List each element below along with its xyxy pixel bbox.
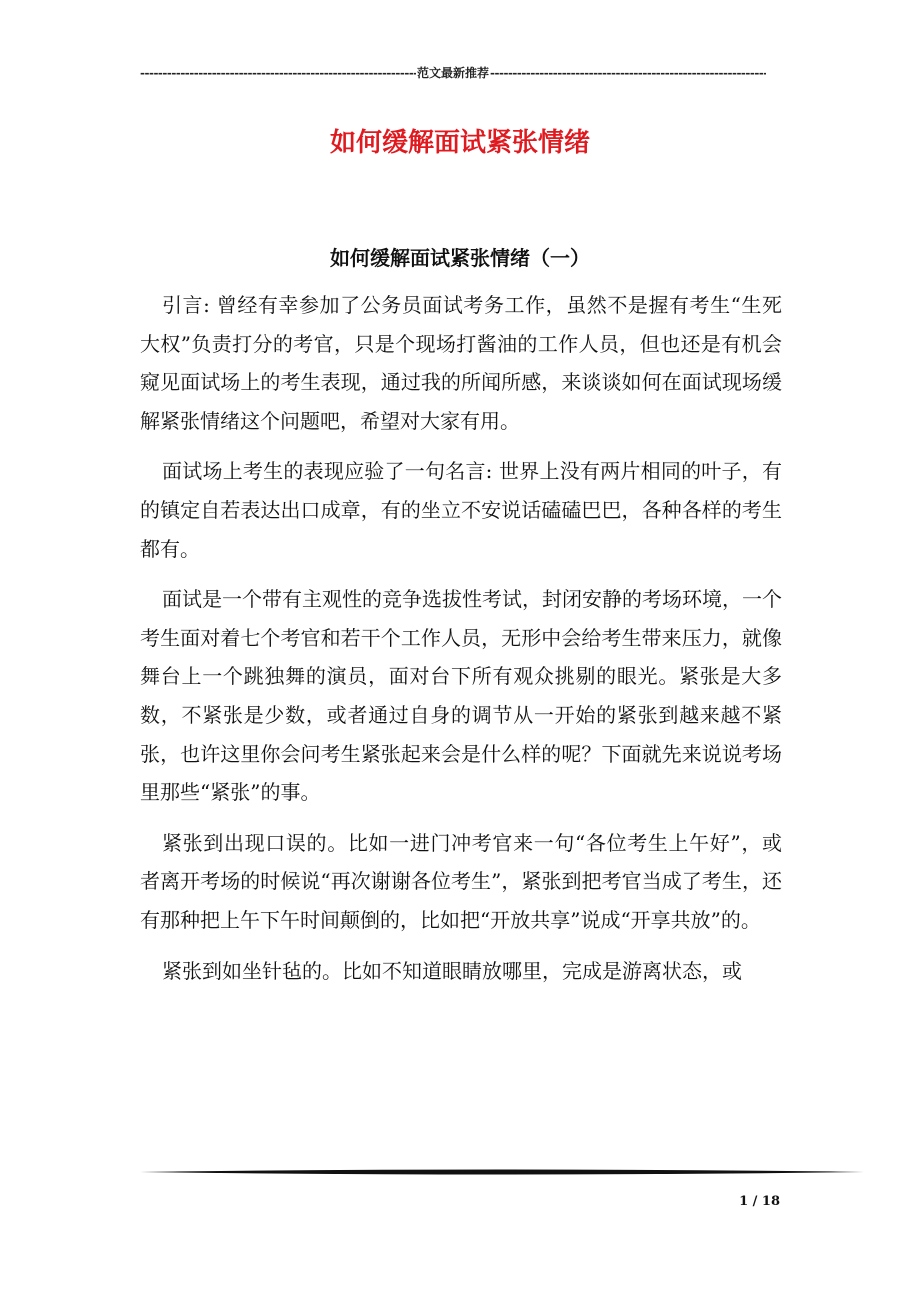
header-dash-left — [140, 66, 416, 80]
document-subtitle: 如何缓解面试紧张情绪（一） — [330, 246, 590, 270]
paragraph-4: 紧张到出现口误的。比如一进门冲考官来一句“各位考生上午好”，或者离开考场的时候说“再次谢谢各位考生”，紧张到把考官当成了考生，还有那种把上午下午时间颠倒的，比如把“开放共享”说成“开享共放”的。 — [140, 830, 782, 932]
header-dash-right — [490, 66, 766, 80]
paragraph-5: 紧张到如坐针毡的。比如不知道眼睛放哪里，完成是游离状态，或 — [162, 958, 742, 983]
page-number: 1 / 18 — [739, 1194, 780, 1209]
document-body — [140, 286, 782, 1002]
paragraph-2: 面试场上考生的表现应验了一句名言: 世界上没有两片相同的叶子，有的镇定自若表达出口成章，有的坐立不安说话磕磕巴巴，各种各样的考生都有。 — [140, 459, 782, 561]
page-header — [140, 66, 766, 80]
paragraph-3: 面试是一个带有主观性的竞争选拔性考试，封闭安静的考场环境，一个考生面对着七个考官和若干个工作人员，无形中会给考生带来压力，就像舞台上一个跳独舞的演员，面对台下所有观众挑剔的眼光。紧张是大多数，不紧张是少数，或者通过自身的调节从一开始的紧张到越来越不紧张，也许这里你会问考生紧张起来会是什么样的呢？下面就先来说说考场里那些“紧张”的事。 — [140, 587, 782, 805]
header-label: 范文最新推荐 — [417, 66, 490, 80]
document-title: 如何缓解面试紧张情绪 — [329, 128, 590, 158]
footer-rule — [140, 1168, 864, 1176]
paragraph-1: 引言: 曾经有幸参加了公务员面试考务工作，虽然不是握有考生“生死大权”负责打分的考官，只是个现场打酱油的工作人员，但也还是有机会窥见面试场上的考生表现，通过我的所闻所感，来谈谈如何在面试现场缓解紧张情绪这个问题吧，希望对大家有用。 — [140, 293, 782, 433]
